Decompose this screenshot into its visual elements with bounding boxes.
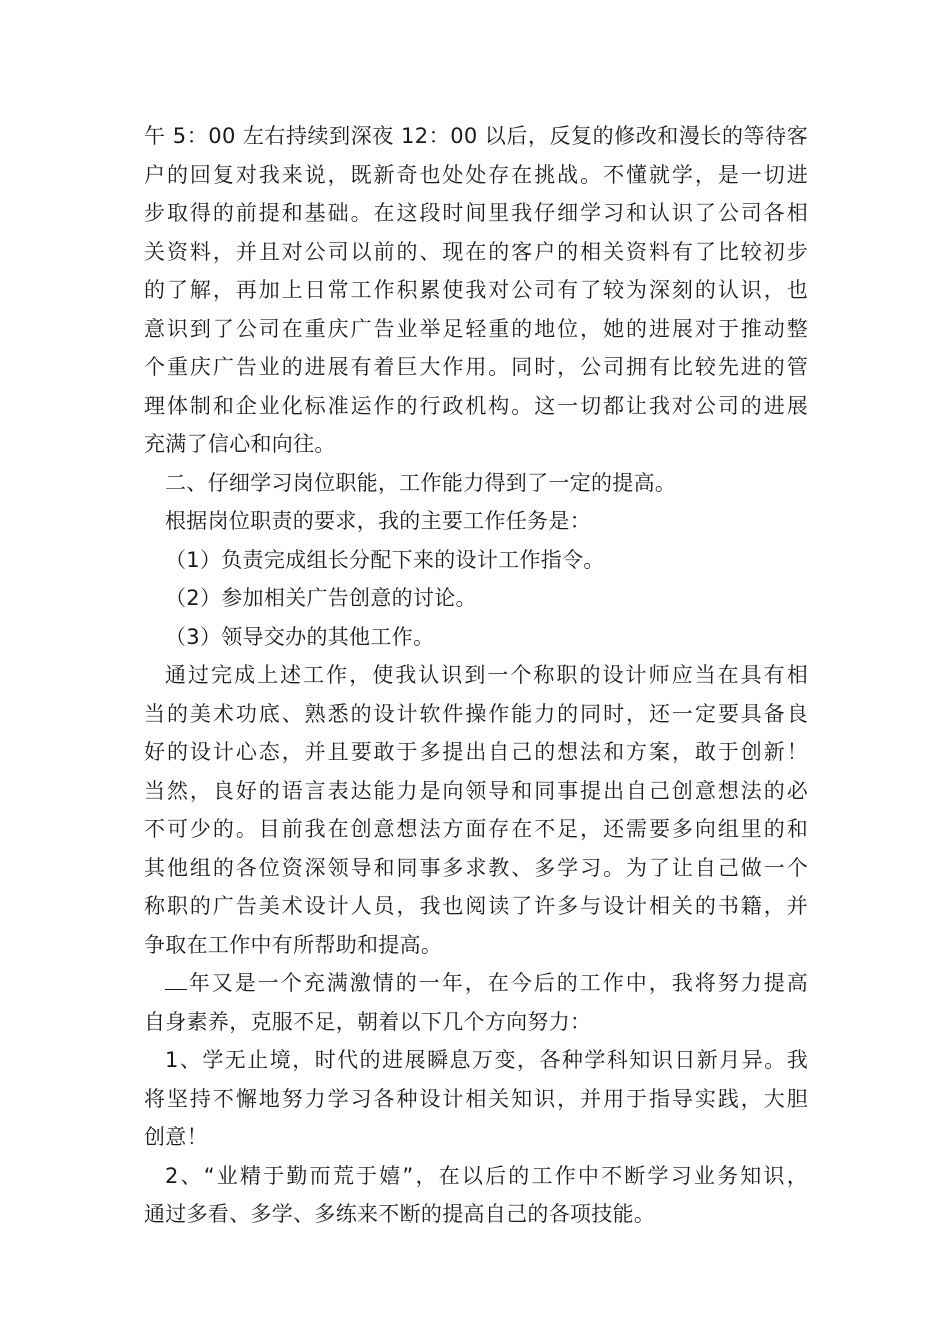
list-item: （2）参加相关广告创意的讨论。 bbox=[165, 586, 477, 610]
text-line: 好的设计心态，并且要敢于多提出自己的想法和方案，敢于创新！ bbox=[144, 740, 808, 764]
list-item: 2、“业精于勤而荒于嬉”，在以后的工作中不断学习业务知识， bbox=[165, 1163, 808, 1188]
text-line: 通过多看、多学、多练来不断的提高自己的各项技能。 bbox=[144, 1202, 656, 1226]
text-line: 其他组的各位资深领导和同事多求教、多学习。为了让自己做一个 bbox=[144, 855, 808, 880]
text-line: 自身素养，克服不足，朝着以下几个方向努力： bbox=[144, 1009, 592, 1034]
text-line: 当的美术功底、熟悉的设计软件操作能力的同时，还一定要具备良 bbox=[144, 701, 808, 726]
text-line: 的了解，再加上日常工作积累使我对公司有了较为深刻的认识，也 bbox=[144, 278, 808, 302]
text-line: 理体制和企业化标准运作的行政机构。这一切都让我对公司的进展 bbox=[144, 393, 808, 418]
text-line: 充满了信心和向往。 bbox=[144, 432, 336, 456]
text-line: 将坚持不懈地努力学习各种设计相关知识，并用于指导实践，大胆 bbox=[144, 1086, 808, 1111]
list-item: （1）负责完成组长分配下来的设计工作指令。 bbox=[165, 547, 605, 572]
text-line bbox=[144, 964, 808, 1003]
text-line: 户的回复对我来说，既新奇也处处存在挑战。不懂就学，是一切进 bbox=[144, 162, 808, 187]
section-heading: 二、仔细学习岗位职能，工作能力得到了一定的提高。 bbox=[165, 470, 677, 495]
text-run: 年又是一个充满激情的一年，在今后的工作中，我将努力提高 bbox=[187, 971, 808, 995]
list-item: （3）领导交办的其他工作。 bbox=[165, 624, 435, 649]
text-line: 不可少的。目前我在创意想法方面存在不足，还需要多向组里的和 bbox=[144, 817, 808, 841]
text-line: 步取得的前提和基础。在这段时间里我仔细学习和认识了公司各相 bbox=[144, 201, 808, 225]
text-line: 争取在工作中有所帮助和提高。 bbox=[144, 932, 443, 957]
list-item: 1、学无止境，时代的进展瞬息万变，各种学科知识日新月异。我 bbox=[165, 1048, 808, 1072]
text-line: 当然，良好的语言表达能力是向领导和同事提出自己创意想法的必 bbox=[144, 778, 808, 803]
year-blank bbox=[165, 969, 187, 990]
document-body bbox=[144, 117, 808, 1234]
text-line: 称职的广告美术设计人员，我也阅读了许多与设计相关的书籍，并 bbox=[144, 894, 808, 918]
text-line: 关资料，并且对公司以前的、现在的客户的相关资料有了比较初步 bbox=[144, 239, 808, 264]
text-line: 午 5：00 左右持续到深夜 12：00 以后，反复的修改和漫长的等待客 bbox=[144, 124, 808, 148]
text-line: 个重庆广告业的进展有着巨大作用。同时，公司拥有比较先进的管 bbox=[144, 355, 808, 379]
text-line: 根据岗位职责的要求，我的主要工作任务是： bbox=[165, 509, 591, 533]
text-line: 意识到了公司在重庆广告业举足轻重的地位，她的进展对于推动整 bbox=[144, 316, 808, 341]
text-line: 创意！ bbox=[144, 1125, 208, 1149]
text-line: 通过完成上述工作，使我认识到一个称职的设计师应当在具有相 bbox=[165, 663, 808, 687]
